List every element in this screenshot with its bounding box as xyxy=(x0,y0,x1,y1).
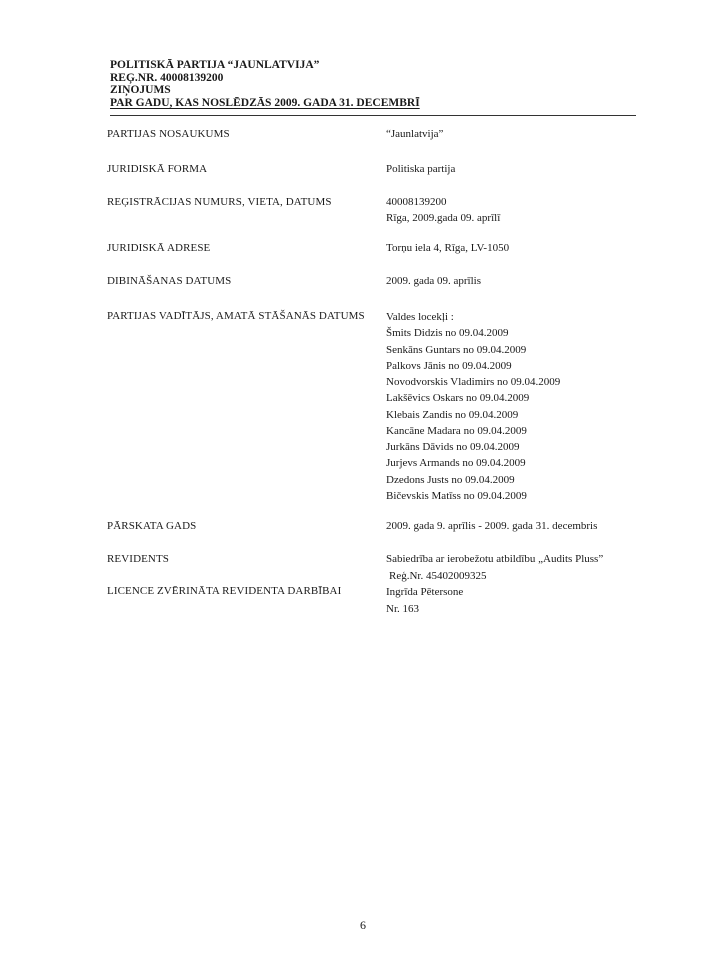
legal-address-label: JURIDISKĀ ADRESE xyxy=(107,242,211,254)
legal-form-value: Politiska partija xyxy=(386,163,456,175)
board-members-list xyxy=(386,309,560,504)
document-header xyxy=(110,59,636,109)
auditor-license-label: LICENCE ZVĒRINĀTA REVIDENTA DARBĪBAI xyxy=(107,585,342,597)
legal-form-label: JURIDISKĀ FORMA xyxy=(107,163,208,175)
registration-number-heading: REĢ.NR. 40008139200 xyxy=(110,71,224,84)
party-leader-label: PARTIJAS VADĪTĀJS, AMATĀ STĀŠANĀS DATUMS xyxy=(107,310,365,322)
list-item: Bičevskis Matīss no 09.04.2009 xyxy=(386,489,527,502)
list-item: Dzedons Justs no 09.04.2009 xyxy=(386,473,515,486)
page-number: 6 xyxy=(360,918,366,932)
list-item: Palkovs Jānis no 09.04.2009 xyxy=(386,359,512,372)
report-period-heading: PAR GADU, KAS NOSLĒDZĀS 2009. GADA 31. DECEMBRĪ xyxy=(110,96,420,109)
legal-address-value: Torņu iela 4, Rīga, LV-1050 xyxy=(386,242,510,254)
list-item: Klebais Zandis no 09.04.2009 xyxy=(386,408,519,421)
board-members-heading: Valdes locekļi : xyxy=(386,311,454,323)
list-item: Lakšēvics Oskars no 09.04.2009 xyxy=(386,392,530,405)
registration-label: REĢISTRĀCIJAS NUMURS, VIETA, DATUMS xyxy=(107,196,332,208)
list-item: Novodvorskis Vladimirs no 09.04.2009 xyxy=(386,376,561,388)
auditor-person-value: Ingrīda Pētersone xyxy=(386,586,464,598)
founding-date-label: DIBINĀŠANAS DATUMS xyxy=(107,275,232,287)
reporting-year-label: PĀRSKATA GADS xyxy=(107,520,197,532)
reporting-year-value: 2009. gada 9. aprīlis - 2009. gada 31. decembris xyxy=(386,520,598,532)
report-heading: ZIŅOJUMS xyxy=(110,84,171,96)
list-item: Šmits Didzis no 09.04.2009 xyxy=(386,327,509,340)
auditor-label: REVIDENTS xyxy=(107,553,170,565)
license-number-value: Nr. 163 xyxy=(386,603,419,615)
auditor-registration-value: Reģ.Nr. 45402009325 xyxy=(389,570,487,582)
list-item: Kancāne Madara no 09.04.2009 xyxy=(386,424,527,437)
auditor-name-value: Sabiedrība ar ierobežotu atbildību „Audits Pluss” xyxy=(386,553,604,565)
registration-number-value: 40008139200 xyxy=(386,196,447,208)
founding-date-value: 2009. gada 09. aprīlis xyxy=(386,275,482,287)
header-divider xyxy=(110,115,636,116)
registration-place-date-value: Rīga, 2009.gada 09. aprīlī xyxy=(386,212,501,224)
party-name-label: PARTIJAS NOSAUKUMS xyxy=(107,128,230,140)
list-item: Senkāns Guntars no 09.04.2009 xyxy=(386,343,527,356)
party-name-heading: POLITISKĀ PARTIJA “JAUNLATVIJA” xyxy=(110,59,320,71)
party-name-value: “Jaunlatvija” xyxy=(386,128,444,140)
list-item: Jurkāns Dāvids no 09.04.2009 xyxy=(386,441,520,453)
list-item: Jurjevs Armands no 09.04.2009 xyxy=(386,457,526,470)
